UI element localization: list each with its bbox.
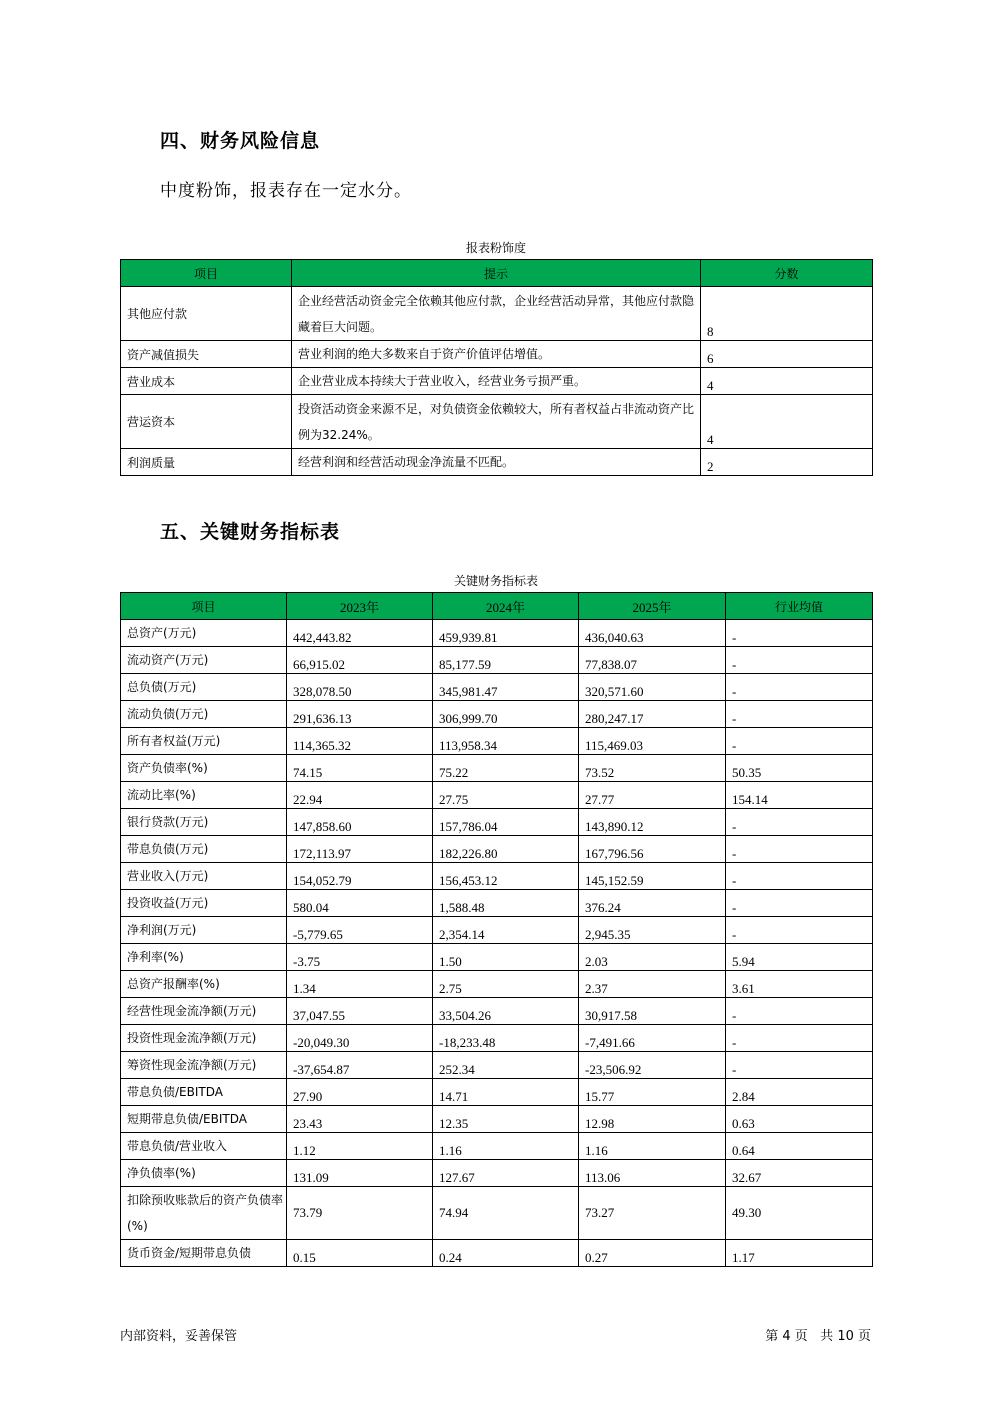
indicator-value: 27.90	[287, 1079, 433, 1106]
indicator-value: 1.16	[579, 1133, 726, 1160]
table-row	[121, 755, 873, 782]
indicator-value: 459,939.81	[433, 620, 579, 647]
indicator-value: 442,443.82	[287, 620, 433, 647]
indicator-value: 154,052.79	[287, 863, 433, 890]
indicator-value: 73.27	[579, 1187, 726, 1240]
column-header: 行业均值	[726, 593, 873, 620]
indicator-value: 280,247.17	[579, 701, 726, 728]
column-header: 2025年	[579, 593, 726, 620]
table-row	[121, 809, 873, 836]
indicator-value: 0.63	[726, 1106, 873, 1133]
indicator-value: -37,654.87	[287, 1052, 433, 1079]
indicator-value: -	[726, 890, 873, 917]
cell-hint: 企业营业成本持续大于营业收入，经营业务亏损严重。	[292, 368, 701, 395]
indicator-value: 27.77	[579, 782, 726, 809]
indicator-value: 0.64	[726, 1133, 873, 1160]
indicator-value: -	[726, 620, 873, 647]
indicator-value: 1,588.48	[433, 890, 579, 917]
indicator-value: -	[726, 647, 873, 674]
indicator-value: 66,915.02	[287, 647, 433, 674]
indicator-value: 74.94	[433, 1187, 579, 1240]
indicator-value: 113,958.34	[433, 728, 579, 755]
indicator-value: -	[726, 998, 873, 1025]
indicator-value: 1.12	[287, 1133, 433, 1160]
table-row	[121, 287, 873, 341]
indicator-value: 3.61	[726, 971, 873, 998]
column-header: 2024年	[433, 593, 579, 620]
indicator-value: 127.67	[433, 1160, 579, 1187]
cell-hint: 企业经营活动资金完全依赖其他应付款，企业经营活动异常，其他应付款隐藏着巨大问题。	[292, 287, 701, 341]
indicator-name: 短期带息负债/EBITDA	[121, 1106, 287, 1133]
table-row	[121, 863, 873, 890]
indicator-value: 580.04	[287, 890, 433, 917]
indicator-value: 1.34	[287, 971, 433, 998]
indicator-value: 74.15	[287, 755, 433, 782]
cell-item: 营业成本	[121, 368, 292, 395]
indicator-value: 14.71	[433, 1079, 579, 1106]
indicator-value: -	[726, 917, 873, 944]
indicator-name: 带息负债/EBITDA	[121, 1079, 287, 1106]
cell-item: 利润质量	[121, 449, 292, 476]
indicator-name: 所有者权益(万元)	[121, 728, 287, 755]
table-row	[121, 341, 873, 368]
indicator-value: 0.27	[579, 1240, 726, 1267]
table1-caption: 报表粉饰度	[465, 241, 526, 255]
indicator-name: 流动资产(万元)	[121, 647, 287, 674]
table-row	[121, 620, 873, 647]
indicator-name: 资产负债率(%)	[121, 755, 287, 782]
indicator-value: 328,078.50	[287, 674, 433, 701]
page-number: 第 4 页 共 10 页	[765, 1329, 871, 1344]
indicator-value: 436,040.63	[579, 620, 726, 647]
indicator-value: 12.35	[433, 1106, 579, 1133]
indicator-value: 131.09	[287, 1160, 433, 1187]
indicator-value: -	[726, 836, 873, 863]
indicator-value: -3.75	[287, 944, 433, 971]
indicator-value: 0.15	[287, 1240, 433, 1267]
risk-summary: 中度粉饰，报表存在一定水分。	[160, 181, 412, 201]
indicator-name: 投资性现金流净额(万元)	[121, 1025, 287, 1052]
table-row	[121, 1133, 873, 1160]
indicator-value: 2.75	[433, 971, 579, 998]
indicator-value: 27.75	[433, 782, 579, 809]
section5-title: 五、关键财务指标表	[160, 521, 341, 543]
cell-hint: 投资活动资金来源不足，对负债资金依赖较大，所有者权益占非流动资产比例为32.24%。	[292, 395, 701, 449]
indicator-value: 320,571.60	[579, 674, 726, 701]
indicator-value: 306,999.70	[433, 701, 579, 728]
indicator-value: 252.34	[433, 1052, 579, 1079]
indicator-value: 30,917.58	[579, 998, 726, 1025]
cell-score: 4	[701, 368, 873, 395]
indicator-value: 49.30	[726, 1187, 873, 1240]
table-row	[121, 1187, 873, 1240]
indicator-value: 75.22	[433, 755, 579, 782]
indicator-value: -	[726, 1025, 873, 1052]
indicator-name: 经营性现金流净额(万元)	[121, 998, 287, 1025]
indicator-value: -20,049.30	[287, 1025, 433, 1052]
indicator-value: 167,796.56	[579, 836, 726, 863]
indicator-value: 2,945.35	[579, 917, 726, 944]
table-row	[121, 782, 873, 809]
indicator-value: -7,491.66	[579, 1025, 726, 1052]
indicator-value: 1.50	[433, 944, 579, 971]
indicator-value: 115,469.03	[579, 728, 726, 755]
indicator-value: 156,453.12	[433, 863, 579, 890]
table2-caption: 关键财务指标表	[453, 574, 538, 588]
table-header-row	[121, 260, 873, 287]
key-indicator-table	[120, 592, 873, 1267]
table-row	[121, 944, 873, 971]
table-row	[121, 1106, 873, 1133]
cell-item: 营运资本	[121, 395, 292, 449]
indicator-value: 1.17	[726, 1240, 873, 1267]
indicator-value: -	[726, 863, 873, 890]
table-row	[121, 1052, 873, 1079]
cell-score: 2	[701, 449, 873, 476]
indicator-name: 带息负债/营业收入	[121, 1133, 287, 1160]
indicator-value: 291,636.13	[287, 701, 433, 728]
indicator-value: 32.67	[726, 1160, 873, 1187]
indicator-value: 0.24	[433, 1240, 579, 1267]
indicator-value: 12.98	[579, 1106, 726, 1133]
column-header: 项目	[121, 260, 292, 287]
indicator-value: -23,506.92	[579, 1052, 726, 1079]
indicator-value: 5.94	[726, 944, 873, 971]
cell-hint: 经营利润和经营活动现金净流量不匹配。	[292, 449, 701, 476]
indicator-value: 77,838.07	[579, 647, 726, 674]
cell-item: 资产减值损失	[121, 341, 292, 368]
indicator-value: -	[726, 809, 873, 836]
indicator-value: 345,981.47	[433, 674, 579, 701]
table-row	[121, 647, 873, 674]
indicator-name: 货币资金/短期带息负债	[121, 1240, 287, 1267]
column-header: 项目	[121, 593, 287, 620]
indicator-name: 银行贷款(万元)	[121, 809, 287, 836]
indicator-value: 73.79	[287, 1187, 433, 1240]
indicator-value: 114,365.32	[287, 728, 433, 755]
table-header-row	[121, 593, 873, 620]
column-header: 分数	[701, 260, 873, 287]
indicator-value: 85,177.59	[433, 647, 579, 674]
indicator-value: 376.24	[579, 890, 726, 917]
table-row	[121, 890, 873, 917]
cell-score: 8	[701, 287, 873, 341]
indicator-value: 182,226.80	[433, 836, 579, 863]
indicator-name: 带息负债(万元)	[121, 836, 287, 863]
indicator-value: 147,858.60	[287, 809, 433, 836]
indicator-value: 73.52	[579, 755, 726, 782]
table-row	[121, 1025, 873, 1052]
indicator-value: -	[726, 1052, 873, 1079]
footer-confidential: 内部资料，妥善保管	[120, 1329, 238, 1344]
indicator-value: 37,047.55	[287, 998, 433, 1025]
indicator-value: -	[726, 701, 873, 728]
indicator-value: 50.35	[726, 755, 873, 782]
table-row	[121, 917, 873, 944]
indicator-value: 157,786.04	[433, 809, 579, 836]
table-row	[121, 728, 873, 755]
indicator-value: 1.16	[433, 1133, 579, 1160]
indicator-value: 154.14	[726, 782, 873, 809]
indicator-value: 15.77	[579, 1079, 726, 1106]
indicator-value: -5,779.65	[287, 917, 433, 944]
cell-score: 4	[701, 395, 873, 449]
indicator-name: 营业收入(万元)	[121, 863, 287, 890]
indicator-name: 流动比率(%)	[121, 782, 287, 809]
indicator-name: 总资产报酬率(%)	[121, 971, 287, 998]
indicator-name: 流动负债(万元)	[121, 701, 287, 728]
indicator-name: 净利润(万元)	[121, 917, 287, 944]
table-row	[121, 998, 873, 1025]
table-row	[121, 368, 873, 395]
column-header: 2023年	[287, 593, 433, 620]
table-row	[121, 1079, 873, 1106]
table-row	[121, 1160, 873, 1187]
indicator-value: 2,354.14	[433, 917, 579, 944]
table-row	[121, 971, 873, 998]
table-row	[121, 1240, 873, 1267]
indicator-value: -	[726, 674, 873, 701]
indicator-name: 筹资性现金流净额(万元)	[121, 1052, 287, 1079]
indicator-name: 总资产(万元)	[121, 620, 287, 647]
indicator-name: 扣除预收账款后的资产负债率(%)	[121, 1187, 287, 1240]
indicator-value: 2.37	[579, 971, 726, 998]
indicator-name: 投资收益(万元)	[121, 890, 287, 917]
table-row	[121, 701, 873, 728]
section4-title: 四、财务风险信息	[160, 130, 321, 152]
table-row	[121, 836, 873, 863]
indicator-value: 2.84	[726, 1079, 873, 1106]
indicator-name: 总负债(万元)	[121, 674, 287, 701]
indicator-value: 23.43	[287, 1106, 433, 1133]
column-header: 提示	[292, 260, 701, 287]
cell-score: 6	[701, 341, 873, 368]
indicator-value: -18,233.48	[433, 1025, 579, 1052]
indicator-value: -	[726, 728, 873, 755]
indicator-value: 113.06	[579, 1160, 726, 1187]
cell-item: 其他应付款	[121, 287, 292, 341]
indicator-value: 2.03	[579, 944, 726, 971]
cell-hint: 营业利润的绝大多数来自于资产价值评估增值。	[292, 341, 701, 368]
table-row	[121, 395, 873, 449]
indicator-name: 净利率(%)	[121, 944, 287, 971]
indicator-name: 净负债率(%)	[121, 1160, 287, 1187]
indicator-value: 172,113.97	[287, 836, 433, 863]
indicator-value: 33,504.26	[433, 998, 579, 1025]
table-row	[121, 449, 873, 476]
table-row	[121, 674, 873, 701]
indicator-value: 145,152.59	[579, 863, 726, 890]
indicator-value: 143,890.12	[579, 809, 726, 836]
whitewash-table	[120, 259, 873, 476]
indicator-value: 22.94	[287, 782, 433, 809]
